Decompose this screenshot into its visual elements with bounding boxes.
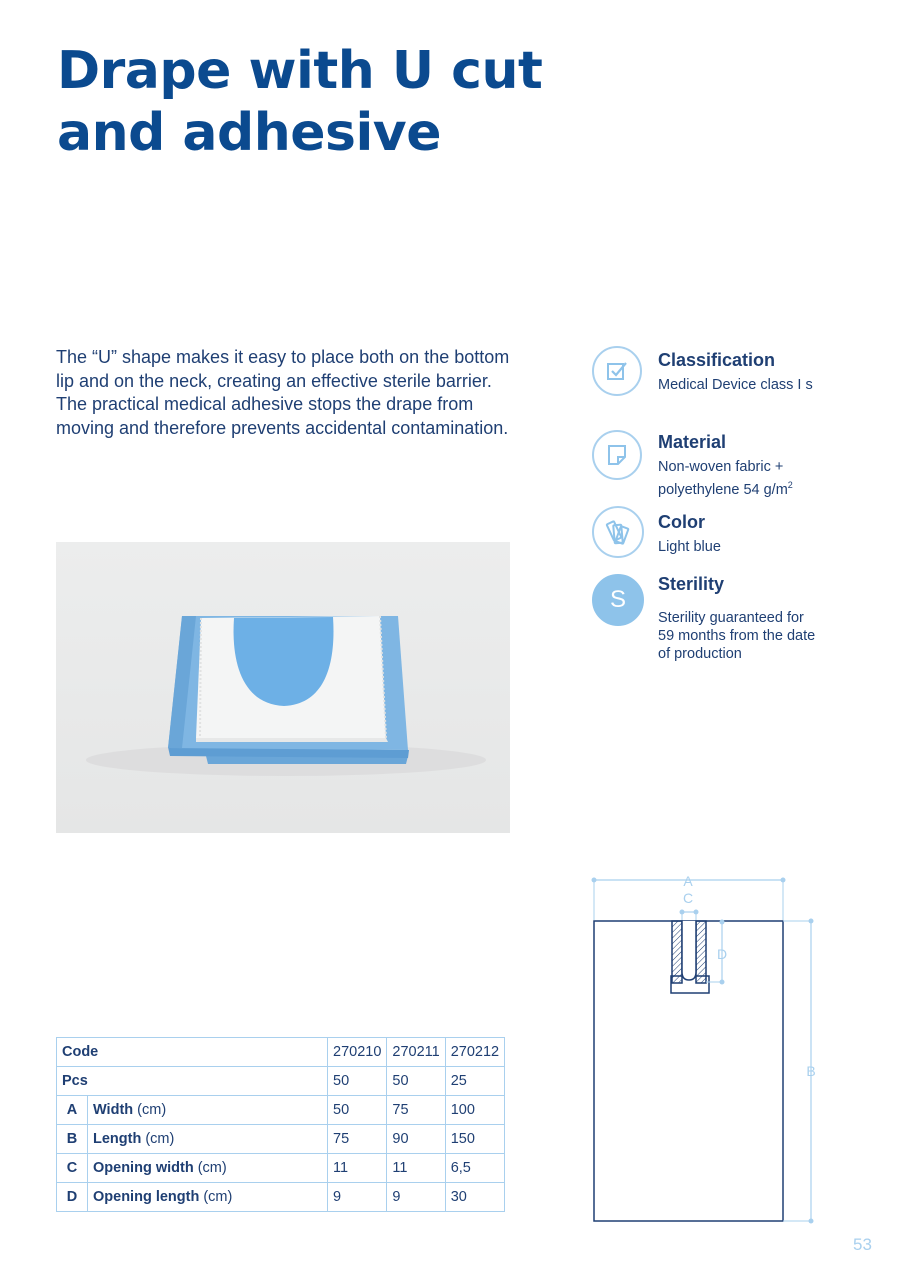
spec-material — [592, 428, 852, 508]
value-cell: 9 — [387, 1183, 445, 1212]
pcs-header: Pcs — [57, 1067, 328, 1096]
classification-value: Medical Device class I s — [658, 377, 813, 393]
pcs-cell: 50 — [387, 1067, 445, 1096]
code-cell: 270211 — [387, 1038, 445, 1067]
row-name-text: Opening length — [93, 1189, 200, 1205]
material-label: Material — [658, 432, 727, 452]
pcs-cell: 25 — [445, 1067, 504, 1096]
material-value-line-1: Non-woven fabric + — [658, 459, 784, 475]
code-cell: 270212 — [445, 1038, 504, 1067]
value-cell: 100 — [445, 1096, 504, 1125]
value-cell: 30 — [445, 1183, 504, 1212]
table-row-pcs — [57, 1067, 505, 1096]
table-row-code — [57, 1038, 505, 1067]
dimension-label-a: A — [683, 873, 693, 889]
sterility-value-line-3: of production — [658, 646, 742, 662]
spec-classification — [592, 346, 852, 426]
table-row — [57, 1125, 505, 1154]
color-label: Color — [658, 512, 705, 532]
row-name — [88, 1125, 328, 1154]
material-value-line-2: polyethylene 54 g/m — [658, 481, 788, 498]
sterility-value-line-2: 59 months from the date — [658, 628, 816, 644]
row-unit: (cm) — [193, 1160, 227, 1176]
value-cell: 90 — [387, 1125, 445, 1154]
row-name-text: Width — [93, 1102, 134, 1118]
value-cell: 75 — [328, 1125, 387, 1154]
sterility-value-line-1: Sterility guaranteed for — [658, 610, 804, 626]
checkbox-icon — [592, 346, 642, 396]
value-cell: 50 — [328, 1096, 387, 1125]
row-letter: A — [57, 1096, 88, 1125]
row-unit: (cm) — [141, 1131, 175, 1147]
value-cell: 150 — [445, 1125, 504, 1154]
product-spec-table — [56, 1037, 505, 1212]
row-letter: B — [57, 1125, 88, 1154]
row-name-text: Length — [93, 1131, 142, 1147]
row-unit: (cm) — [133, 1102, 167, 1118]
value-cell: 75 — [387, 1096, 445, 1125]
table-row — [57, 1096, 505, 1125]
row-name — [88, 1183, 328, 1212]
dimension-diagram — [580, 866, 820, 1236]
dimension-label-d: D — [716, 946, 728, 962]
folded-drape-illustration — [56, 542, 510, 833]
page-title — [57, 40, 542, 164]
title-line-2: and adhesive — [57, 103, 441, 163]
value-cell: 6,5 — [445, 1154, 504, 1183]
dimension-label-c: C — [682, 890, 694, 906]
classification-label: Classification — [658, 350, 776, 370]
color-value: Light blue — [658, 539, 721, 555]
page-number: 53 — [853, 1235, 872, 1254]
title-line-1: Drape with U cut — [57, 41, 543, 101]
dimension-label-b: B — [806, 1063, 816, 1079]
row-unit: (cm) — [199, 1189, 233, 1205]
value-cell: 11 — [328, 1154, 387, 1183]
sterility-s-icon: S — [592, 574, 644, 626]
material-value-superscript: 2 — [787, 480, 793, 490]
pcs-cell: 50 — [328, 1067, 387, 1096]
product-photo — [56, 542, 510, 833]
spec-sterility — [592, 576, 852, 676]
fabric-sheet-icon — [592, 430, 642, 480]
table-row — [57, 1183, 505, 1212]
value-cell: 11 — [387, 1154, 445, 1183]
code-header: Code — [57, 1038, 328, 1067]
color-swatch-icon — [592, 506, 644, 558]
sterility-value — [658, 609, 848, 663]
row-name-text: Opening width — [93, 1160, 194, 1176]
code-cell: 270210 — [328, 1038, 387, 1067]
product-description: The “U” shape makes it easy to place both on the bottom lip and on the neck, creating an effective sterile barrier. The practical medical adhesive stops the drape from moving and therefore prevents accidental contamination. — [56, 347, 510, 438]
material-value — [658, 458, 848, 499]
row-name — [88, 1154, 328, 1183]
sterility-label: Sterility — [658, 574, 725, 594]
row-letter: C — [57, 1154, 88, 1183]
value-cell: 9 — [328, 1183, 387, 1212]
row-letter: D — [57, 1183, 88, 1212]
table-row — [57, 1154, 505, 1183]
row-name — [88, 1096, 328, 1125]
